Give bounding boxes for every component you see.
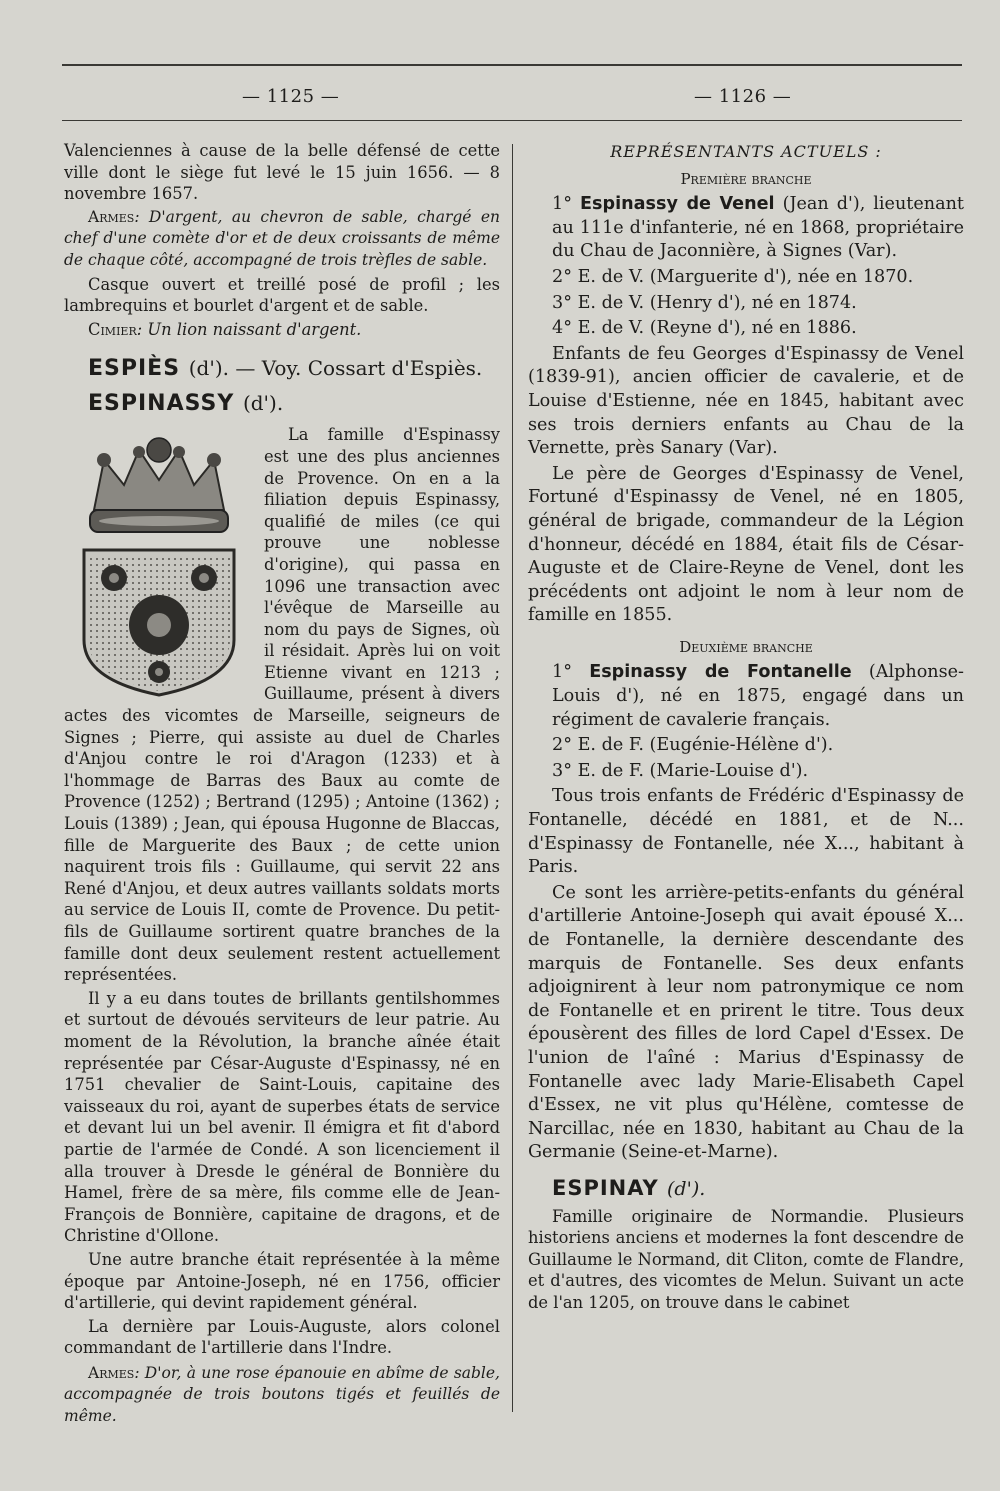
- heading-espinay: [552, 1177, 964, 1202]
- cimier-paragraph: [64, 319, 500, 341]
- paragraph-derniere: La dernière par Louis-Auguste, alors colonel commandant de l'artillerie dans l'Indre.: [64, 1316, 500, 1358]
- entry-fontanelle-2: 2° E. de F. (Eugénie-Hélène d').: [552, 735, 834, 756]
- left-column: [64, 140, 500, 1430]
- entry-name: Espinassy de Venel: [580, 194, 775, 215]
- paragraph-espinay: Famille originaire de Normandie. Plusieurs historiens anciens et modernes la font descendre de Guillaume le Normand, dit Cliton, comte de Flandre, et d'autres, des vicomtes de Melun. Suivant un acte de l'an 1205, on trouve dans le cabinet: [528, 1206, 964, 1312]
- paragraph-tous: Tous trois enfants de Frédéric d'Espinassy de Fontanelle, décédé en 1881, et de N... d'Espinassy de Fontanelle, née X..., habitant à Paris.: [528, 786, 964, 878]
- arms2-paragraph: [64, 1363, 500, 1428]
- heading-espies: [88, 354, 500, 383]
- branch-two-heading: Deuxième branche: [679, 637, 813, 656]
- coat-of-arms-icon: [64, 430, 254, 700]
- paragraph-pere: Le père de Georges d'Espinassy de Venel, Fortuné d'Espinassy de Venel, né en 1805, général de brigade, commandeur de la Légion d'honneur, décédé en 1884, était fils de César-Auguste et de Claire-Reyne de Venel, dont les précédents ont adjoint le nom à leur nom de famille en 1855.: [528, 463, 964, 626]
- column-divider: [512, 144, 513, 1412]
- espies-rest: (d'). — Voy. Cossart d'Espiès.: [188, 356, 483, 381]
- entry-venel-2: 2° E. de V. (Marguerite d'), née en 1870.: [552, 266, 914, 287]
- arms2-text: : D'or, à une rose épanouie en abîme de sable, accompagnée de trois boutons tigés et feuillés de même.: [64, 1363, 500, 1426]
- entry-fontanelle-3: 3° E. de F. (Marie-Louise d').: [552, 760, 809, 781]
- entry-number: 1°: [552, 662, 572, 683]
- paragraph-arriere: Ce sont les arrière-petits-enfants du général d'artillerie Antoine-Joseph qui avait épousé X... de Fontanelle, la dernière descendante des marquis de Fontanelle. Ses deux enfants adjoignirent à leur nom patronymique ce nom de Fontanelle et en prirent le titre. Tous deux épousèrent des filles de lord Capel d'Essex. De l'union de l'aîné : Marius d'Espinassy de Fontanelle avec lady Marie-Elisabeth Capel d'Essex, ne vit plus qu'Hélène, comtesse de Narcillac, née en 1830, habitant au Chau de la Germanie (Seine-et-Marne).: [528, 882, 964, 1163]
- entry-venel-1: [552, 193, 964, 264]
- page-number-right: — 1126 —: [694, 86, 792, 107]
- page-number-left: — 1125 —: [242, 86, 340, 107]
- cimier-label: Cimier: [88, 319, 137, 339]
- right-column: [528, 140, 964, 1316]
- branch-one-heading: Première branche: [680, 169, 812, 188]
- paragraph-autre-branche: Une autre branche était représentée à la même époque par Antoine-Joseph, né en 1756, officier d'artillerie, qui devint rapidement général.: [64, 1249, 500, 1313]
- entry-venel-4: 4° E. de V. (Reyne d'), né en 1886.: [552, 318, 857, 339]
- entry-details: (Alphonse-Louis d'), né en 1875, engagé dans un régiment de cavalerie français.: [552, 662, 965, 730]
- espinassy-rest: (d').: [242, 391, 284, 416]
- entry-name: Espinassy de Fontanelle: [589, 662, 852, 683]
- header-rule: [62, 120, 962, 121]
- arms2-label: Armes: [88, 1363, 135, 1382]
- representants-heading: REPRÉSENTANTS ACTUELS :: [610, 142, 882, 161]
- espinay-rest: (d').: [667, 1177, 706, 1200]
- arms-paragraph: [64, 207, 500, 272]
- top-rule: [62, 64, 962, 66]
- entry-venel-3: 3° E. de V. (Henry d'), né en 1874.: [552, 292, 857, 313]
- entry-details: (Jean d'), lieutenant au 111e d'infanterie, né en 1868, propriétaire du Chau de Jaconnière, à Signes (Var).: [552, 194, 964, 262]
- cimier-text: : Un lion naissant d'argent.: [136, 319, 362, 339]
- arms-text: : D'argent, au chevron de sable, chargé en chef d'une comète d'or et de deux croissants de même de chaque côté, accompagné de trois trèfles de sable.: [64, 207, 500, 269]
- espinassy-title: ESPINASSY: [88, 391, 235, 417]
- espinay-title: ESPINAY: [552, 1175, 659, 1200]
- heading-espinassy: [88, 389, 500, 418]
- paragraph-brillants: Il y a eu dans toutes de brillants gentilshommes et surtout de dévoués serviteurs de leur patrie. Au moment de la Révolution, la branche aînée était représentée par César-Auguste d'Espinassy, né en 1751 chevalier de Saint-Louis, capitaine des vaisseaux du roi, ayant de superbes états de service et devant lui un bel avenir. Il émigra et fit d'abord partie de l'armée de Condé. A son licenciement il alla trouver à Dresde le général de Bonnière du Hamel, frère de sa mère, fils comme elle de Jean-François de Bonnière, capitaine de dragons, et de Christine d'Ollone.: [64, 988, 500, 1246]
- entry-fontanelle-1: [552, 661, 964, 732]
- arms-label: Armes: [88, 207, 135, 226]
- paragraph-valenciennes: Valenciennes à cause de la belle défensé de cette ville dont le siège fut levé le 15 juin 1656. — 8 novembre 1657.: [64, 141, 500, 204]
- family-paragraph: La famille d'Espinassy est une des plus anciennes de Provence. On en a la filiation depuis Espinassy, qualifié de miles (ce qui prouve une noblesse d'origine), qui passa en 1096 une transaction avec l'évêque de Marseille au nom du pays de Signes, où il résidait. Après lui on voit Etienne vivant en 1213 ; Guillaume, présent à divers actes des vicomtes de Marseille, seigneurs de Signes ; Pierre, qui assiste au duel de Charles d'Anjou contre le roi d'Aragon (1233) et à l'hommage de Barras des Baux au comte de Provence (1252) ; Bertrand (1295) ; Antoine (1362) ; Louis (1389) ; Jean, qui épousa Hugonne de Blaccas, fille de Marguerite des Baux ; de cette union naquirent trois fils : Guillaume, qui servit 22 ans René d'Anjou, et deux autres vaillants soldats morts au service de Louis II, comte de Provence. Du petit-fils de Guillaume sortirent quatre branches de la famille dont deux seulement restent actuellement représentées.: [64, 425, 500, 985]
- entry-number: 1°: [552, 194, 572, 215]
- espies-title: ESPIÈS: [88, 356, 181, 382]
- paragraph-enfants: Enfants de feu Georges d'Espinassy de Venel (1839-91), ancien officier de cavalerie, et de Louise d'Estienne, née en 1845, habitant avec ses trois derniers enfants au Chau de la Vernette, près Sanary (Var).: [528, 343, 964, 459]
- casque-paragraph: Casque ouvert et treillé posé de profil ; les lambrequins et bourlet d'argent et de sable.: [64, 274, 500, 316]
